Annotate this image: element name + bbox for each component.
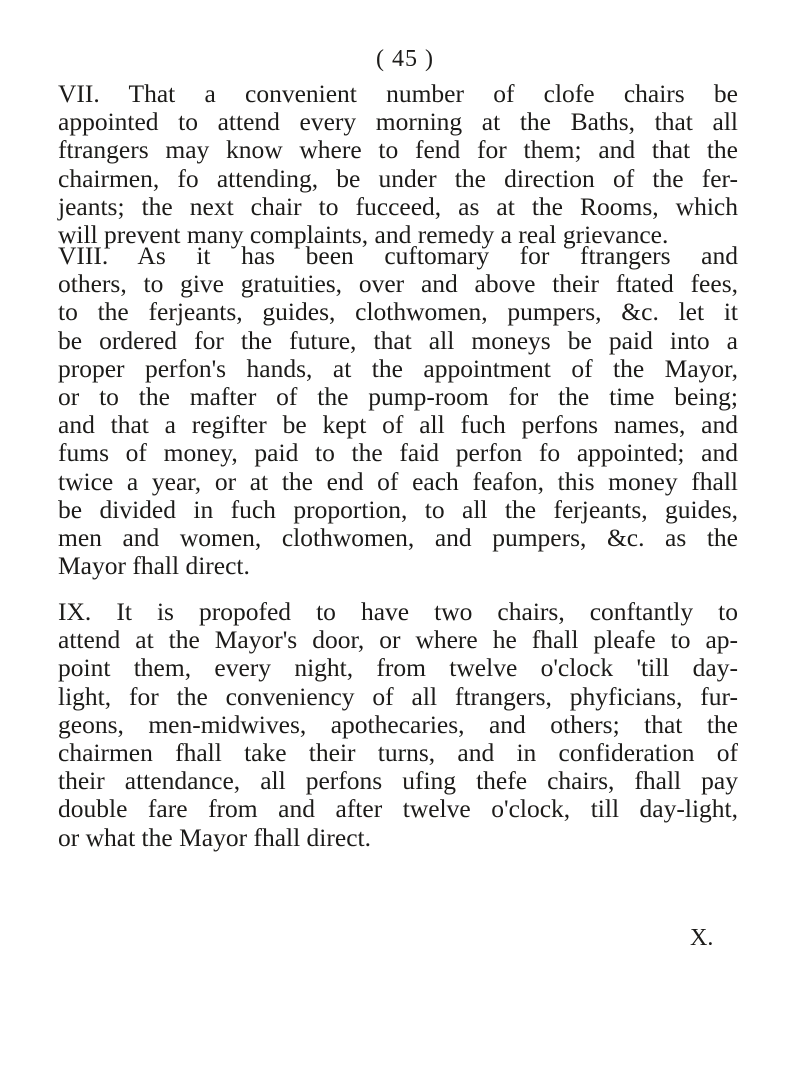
text-line: ftrangers may know where to fend for them; and that the xyxy=(58,135,738,165)
text-line: light, for the conveniency of all ftrangers, phyficians, fur- xyxy=(58,681,738,711)
text-line: jeants; the next chair to fucceed, as at the Rooms, which xyxy=(58,191,738,221)
text-line: geons, men-midwives, apothecaries, and others; that the xyxy=(58,709,738,739)
text-line: or what the Mayor fhall direct. xyxy=(58,822,371,852)
text-line: double fare from and after twelve o'clock, till day-light, xyxy=(58,794,738,824)
text-line: fums of money, paid to the faid perfon fo appointed; and xyxy=(58,438,738,468)
text-line: and that a regifter be kept of all fuch perfons names, and xyxy=(58,410,738,440)
text-line: point them, every night, from twelve o'clock 'till day- xyxy=(58,653,738,683)
paragraph-viii xyxy=(58,242,738,580)
catchword: X. xyxy=(690,925,714,951)
text-line: chairmen fhall take their turns, and in confideration of xyxy=(58,738,738,768)
text-line: be ordered for the future, that all moneys be paid into a xyxy=(58,325,738,355)
text-line: IX. It is propofed to have two chairs, conftantly to xyxy=(58,597,738,626)
text-line: men and women, clothwomen, and pumpers, &c. as the xyxy=(58,523,738,553)
text-line: Mayor fhall direct. xyxy=(58,551,250,581)
text-line: attend at the Mayor's door, or where he fhall pleafe to ap- xyxy=(58,625,738,655)
text-line: proper perfon's hands, at the appointment of the Mayor, xyxy=(58,353,738,383)
text-line: twice a year, or at the end of each feafon, this money fhall xyxy=(58,466,738,496)
text-line: others, to give gratuities, over and above their ftated fees, xyxy=(58,269,738,299)
text-line: will prevent many complaints, and remedy a real grievance. xyxy=(58,220,669,250)
text-line: be divided in fuch proportion, to all the ferjeants, guides, xyxy=(58,494,738,524)
text-line: VIII. As it has been cuftomary for ftrangers and xyxy=(58,241,738,270)
text-line: to the ferjeants, guides, clothwomen, pumpers, &c. let it xyxy=(58,297,738,327)
text-line: their attendance, all perfons ufing thefe chairs, fhall pay xyxy=(58,766,738,796)
text-line: appointed to attend every morning at the Baths, that all xyxy=(58,107,738,137)
text-line: VII. That a convenient number of clofe chairs be xyxy=(58,79,738,108)
text-line: chairmen, fo attending, be under the direction of the fer- xyxy=(58,163,738,193)
page-number: ( 45 ) xyxy=(376,46,434,72)
paragraph-ix xyxy=(58,598,738,852)
text-line: or to the mafter of the pump-room for the time being; xyxy=(58,382,738,412)
paragraph-vii xyxy=(58,80,738,249)
